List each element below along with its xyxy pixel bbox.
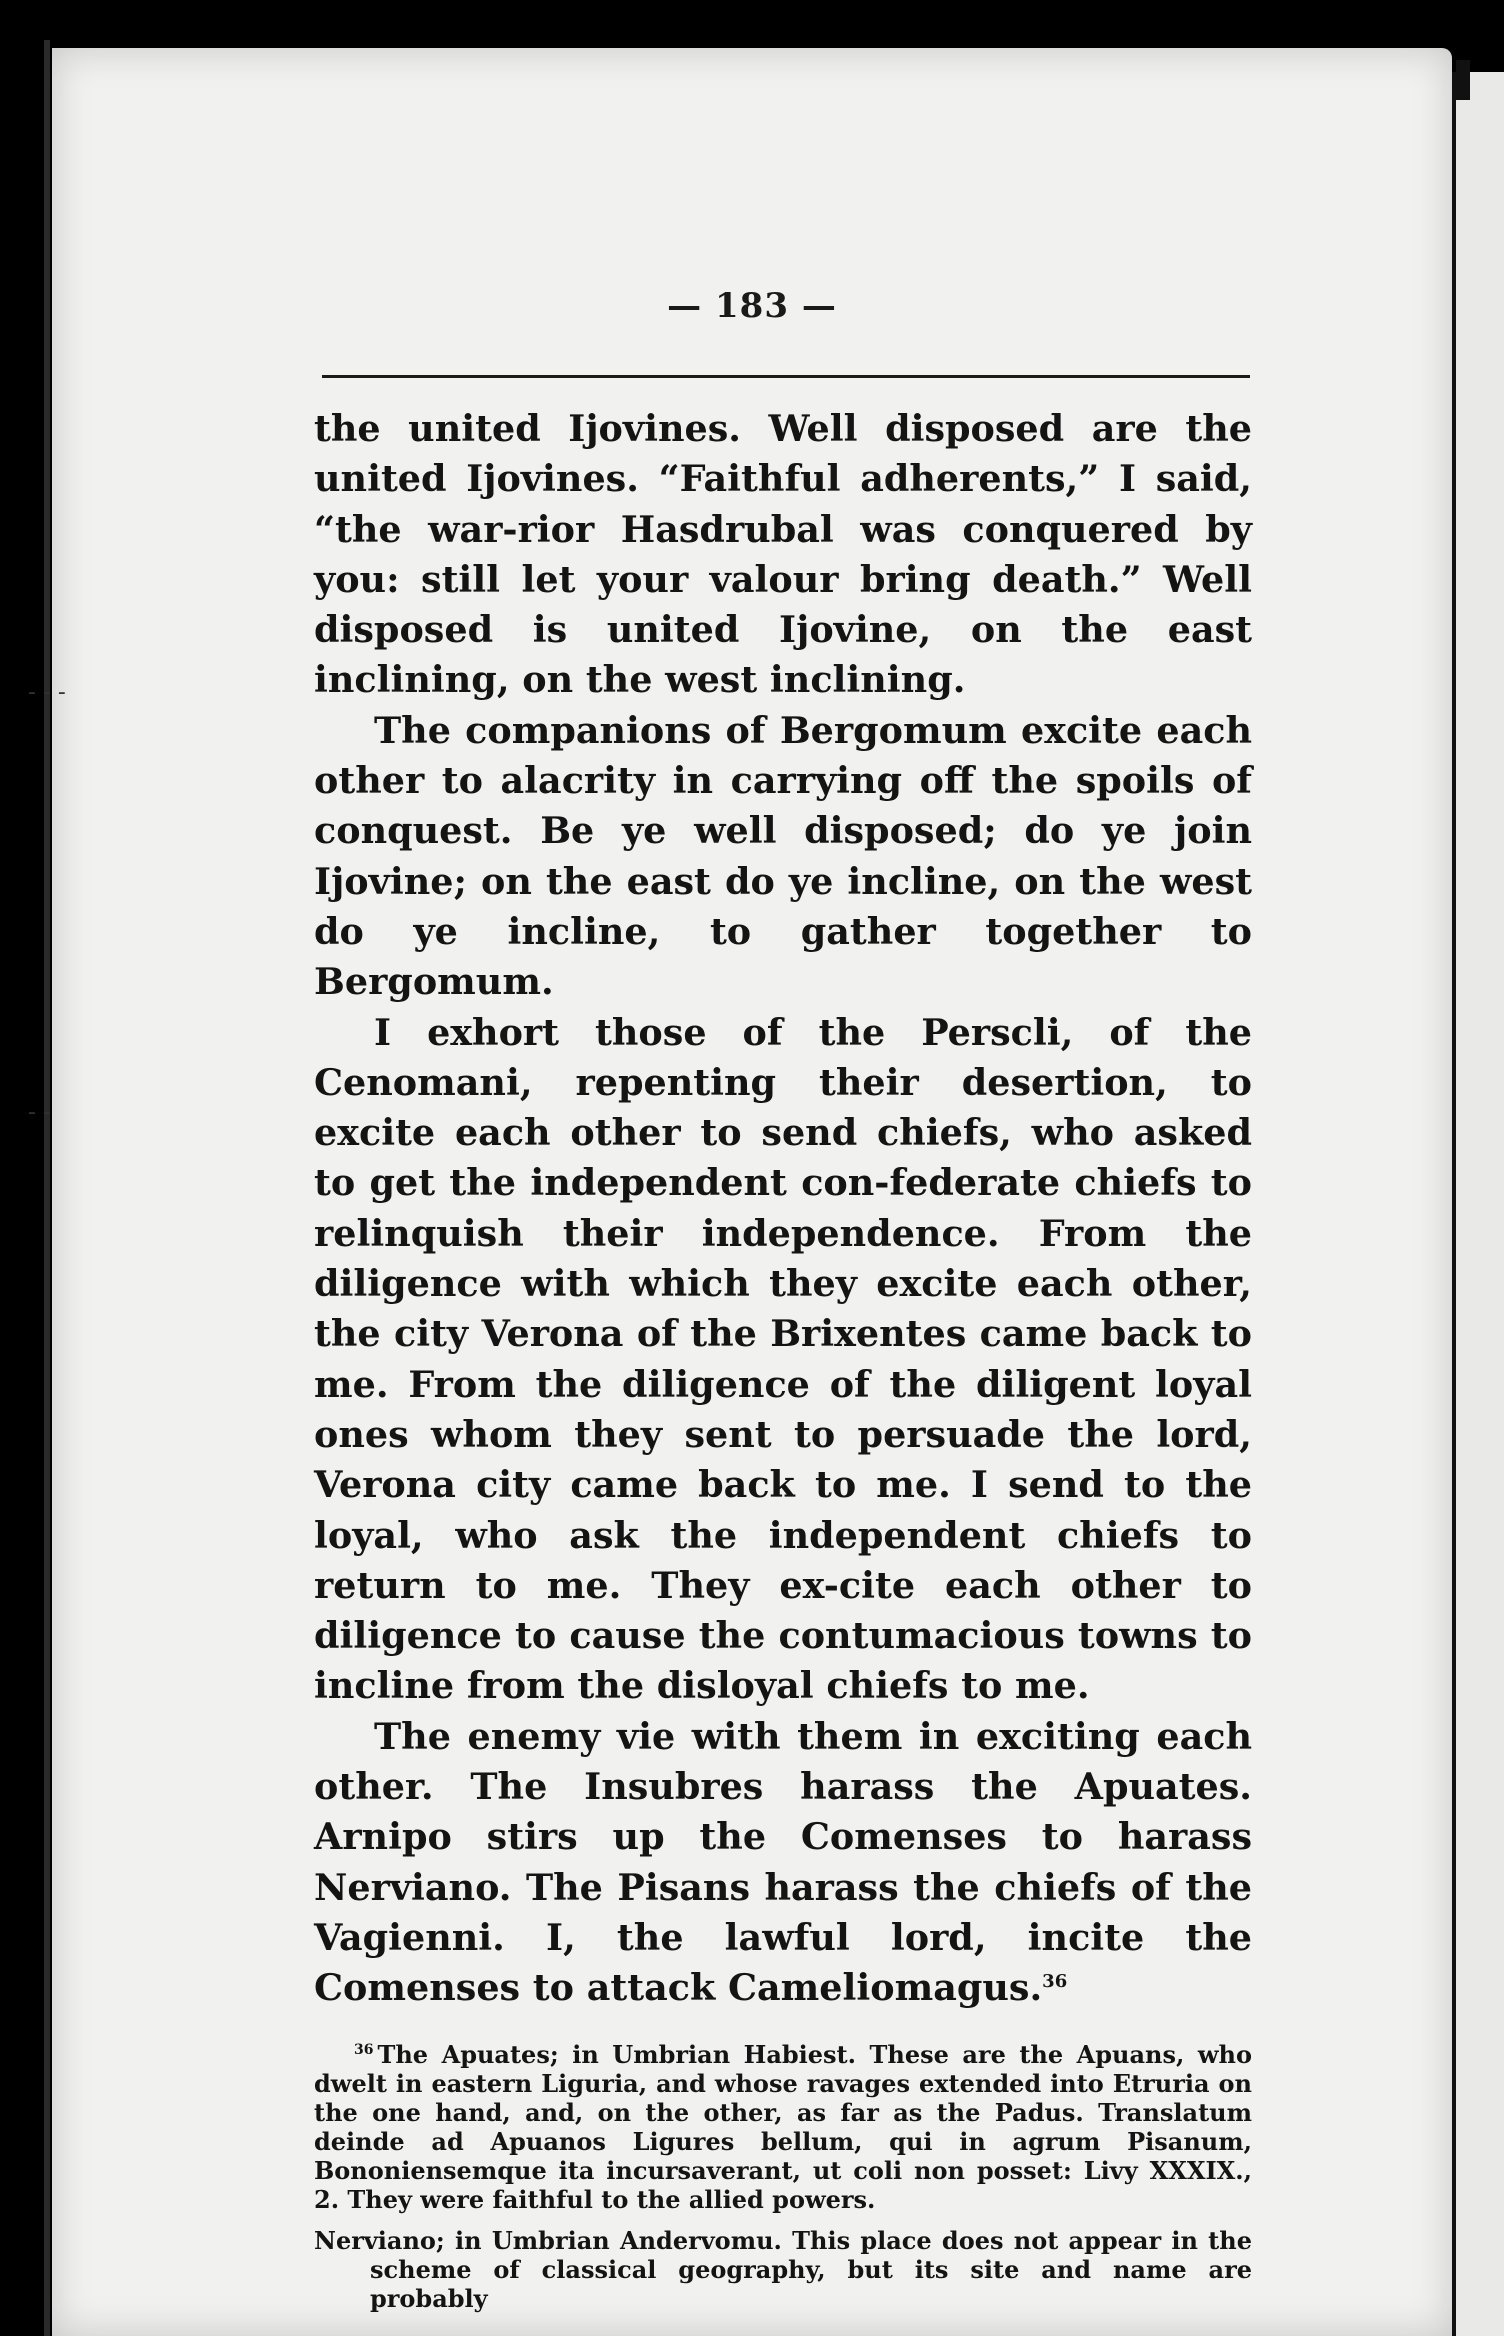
- footnote-reference: 36: [1042, 1971, 1068, 1993]
- margin-dash-mark-lower: - -: [28, 1100, 51, 1125]
- footnotes: [314, 2040, 1252, 2313]
- next-page-edge: [1452, 72, 1504, 2336]
- footnote-36: [314, 2040, 1252, 2214]
- body-paragraph-2: The companions of Bergomum excite each other to alacrity in carrying off the spoils of conquest. Be ye well disposed; do ye join Ijovine; on the east do ye incline, on the west do ye incline, to gather together to Bergomum.: [314, 708, 1252, 1004]
- body-paragraph-1: the united Ijovines. Well disposed are the united Ijovines. “Faithful adherents,” I said, “the war-rior Hasdrubal was conquered by you: still let your valour bring death.” Well disposed is united Ijovine, on the east inclining, on the west inclining.: [314, 407, 1252, 702]
- footnote-36-text: The Apuates; in Umbrian Habiest. These are the Apuans, who dwelt in eastern Liguria, and whose ravages extended into Etruria on the one hand, and, on the other, as far as the Padus. Translatum deinde ad Apuanos Ligures bellum, qui in agrum Pisanum, Bononiensemque ita incursaverant, ut coli non posset: Livy XXXIX., 2. They were faithful to the allied powers.: [314, 2039, 1252, 2214]
- body-paragraph-3: I exhort those of the Perscli, of the Cenomani, repenting their desertion, to excite each other to send chiefs, who asked to get the independent con-federate chiefs to relinquish their independence. From the diligence with which they excite each other, the city Verona of the Brixentes came back to me. From the diligence of the diligent loyal ones whom they sent to persuade the lord, Verona city came back to me. I send to the loyal, who ask the independent chiefs to return to me. They ex-cite each other to diligence to cause the contumacious towns to incline from the disloyal chiefs to me.: [314, 1010, 1252, 1708]
- body-paragraph-4-text: The enemy vie with them in exciting each other. The Insubres harass the Apuates. Arnipo stirs up the Comenses to harass Nerviano. The Pisans harass the chiefs of the Vagienni. I, the lawful lord, incite the Comenses to attack Cameliomagus.: [314, 1714, 1252, 2010]
- page-body: [314, 404, 1252, 2313]
- header-rule: [322, 375, 1250, 378]
- page-corner-shadow: [1456, 60, 1470, 100]
- footnote-nerviano: Nerviano; in Umbrian Andervomu. This place does not appear in the scheme of classical geography, but its site and name are probably: [314, 2225, 1252, 2313]
- body-paragraph-4: [314, 1712, 1252, 2014]
- footnote-mark: 36: [354, 2041, 374, 2058]
- book-spine-edge: [44, 40, 50, 2336]
- page-number: — 183 —: [667, 286, 837, 326]
- margin-dash-mark: - - -: [28, 680, 66, 705]
- book-page: [52, 48, 1452, 2336]
